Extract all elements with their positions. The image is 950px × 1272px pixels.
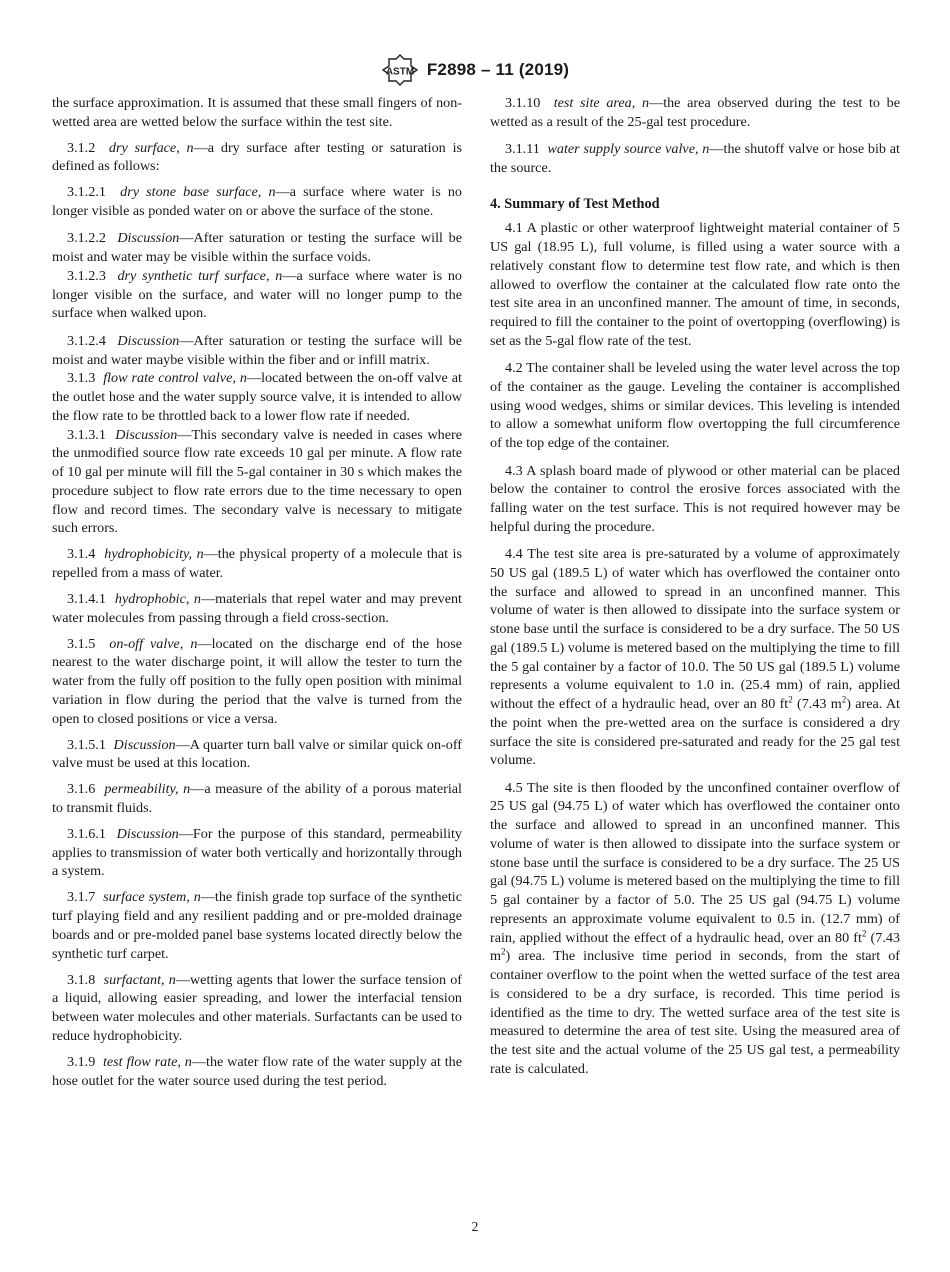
definition-3-1-4-1: 3.1.4.1 hydrophobic, n—materials that repel water and may prevent water molecules from passing through a field cross-section. [52,590,462,626]
svg-text:ASTM: ASTM [385,66,414,78]
paragraph-4-4: 4.4 The test site area is pre-saturated by a volume of approximately 50 US gal (189.5 L) of water which has overflowed the container onto the surface and allowed to spread in an unconfined manner. This volume of water is then allowed to dissipate into the surface system or stone base until the surface is considered to be a dry surface. The 50 US gal (189.5 L) volume is metered based on the multiplying the time to fill the 5 gal container by a factor of 10.0. The 50 US gal (189.5 L) volume represents a volume equivalent to 1.0 in. (25.4 mm) of rain, applied without the effect of a hydraulic head, over an 80 $ft^2$ (7.43 $m^2$) area. At the point when the pre-wetted area on the surface is considered a dry surface the site is considered pre-saturated and ready for the 25 gal test volume. [490,546,901,769]
paragraph-4-2: 4.2 The container shall be leveled using the water level across the top of the container as the gauge. Leveling the container is accomplished using wood wedges, shims or similar devices. This leveling is intended to allow a somewhat uniform flow overtopping the full circumference of the top edge of the container. [490,360,901,452]
discussion-3-1-2-4: 3.1.2.4 Discussion—After saturation or testing the surface will be moist and water maybe visible within the fiber and or infill matrix. [52,332,462,368]
left-column [52,94,462,1090]
definition-3-1-9: 3.1.9 test flow rate, n—the water flow rate of the water supply at the hose outlet for the water source used during the test period. [52,1053,462,1089]
definition-3-1-10: 3.1.10 test site area, n—the area observed during the test to be wetted as a result of the 25-gal test procedure. [490,95,900,130]
astm-logo-icon [381,54,419,86]
discussion-3-1-5-1: 3.1.5.1 Discussion—A quarter turn ball valve or similar quick on-off valve must be used at this location. [52,736,462,772]
definition-3-1-2-1: 3.1.2.1 dry stone base surface, n—a surface where water is no longer visible as ponded water on or above the surface of the stone. [52,184,462,220]
discussion-3-1-3-1: 3.1.3.1 Discussion—This secondary valve is needed in cases where the unmodified source flow rate exceeds 10 gal per minute. A flow rate of 10 gal per minute will fill the 5-gal container in 30 s which makes the procedure subject to flow rate errors due to the time necessary to open flow and record times. The secondary valve is necessary to mitigate such errors. [52,426,462,537]
paragraph-4-1: 4.1 A plastic or other waterproof lightweight material container of 5 US gal (18.95 L), full volume, is filled using a water source with a relatively constant flow to determine test flow rate, and which is then allowed to overflow the container at the calculated flow rate onto the test site area in an unconfined manner. The amount of time, in seconds, required to fill the container to the point of overtopping (overflowing) is set as the 5-gal flow rate of the test. [490,220,900,349]
definition-3-1-11: 3.1.11 water supply source valve, n—the shutoff valve or hose bib at the source. [490,141,900,176]
definition-3-1-4: 3.1.4 hydrophobicity, n—the physical property of a molecule that is repelled from a mass of water. [52,546,462,581]
section-heading: 4. Summary of Test Method [490,195,660,212]
paragraph-4-3: 4.3 A splash board made of plywood or other material can be placed below the container to control the erosive forces associated with the falling water on the test surface. This is not required however may be helpful during the procedure. [490,462,900,535]
page-number: 2 [471,1219,479,1234]
definition-3-1-2-3: 3.1.2.3 dry synthetic turf surface, n—a surface where water is no longer visible on the surface, and water will no longer pump to the surface when walked upon. [52,267,462,322]
definition-3-1-6: 3.1.6 permeability, n—a measure of the ability of a porous material to transmit fluids. [52,781,462,816]
standard-designation: F2898 – 11 (2019) [426,60,570,79]
definition-3-1-2: 3.1.2 dry surface, n—a dry surface after testing or saturation is defined as follows: [52,139,462,175]
page-header [0,52,950,88]
paragraph-4-5: 4.5 The site is then flooded by the unconfined container overflow of 25 US gal (94.75 L) of water which has overflowed the container onto the surface and allowed to spread in an unconfined manner. This volume of water is then allowed to dissipate into the surface system or stone base until the surface is considered to be a dry surface. The 25 US gal (94.75 L) volume is metered based on the multiplying the time to fill 5 gal container by a factor of 5.0. The 25 US gal (94.75 L) volume represents an approximate volume equivalent to 0.5 in. (12.7 mm) of rain, applied without the effect of a hydraulic head, over an 80 $ft^2$ (7.43 $m^2$) area. The inclusive time period in seconds, from the start of container overflow to the point when the wetted surface of the test area is considered to be a dry surface, is recorded. This time period is identified as the time to dry. The wetted surface area of the test site is measured to determine the area of test site. Using the measured area of the test site and the actual volume of the 25 US gal test, a permeability rate is calculated. [490,779,900,1077]
definition-3-1-8: 3.1.8 surfactant, n—wetting agents that lower the surface tension of a liquid, allowing easier spreading, and lower the interfacial tension between water molecules and other materials. Surfactants can be used to reduce hydrophobicity. [52,971,462,1044]
right-column [490,94,900,1079]
discussion-3-1-6-1: 3.1.6.1 Discussion—For the purpose of this standard, permeability applies to transmission of water both vertically and horizontally through a system. [52,825,462,880]
continued-paragraph: the surface approximation. It is assumed that these small fingers of non-wetted area are wetted below the surface within the test site. [52,95,462,130]
definition-3-1-3: 3.1.3 flow rate control valve, n—located between the on-off valve at the outlet hose and the water supply source valve, it is intended to allow the flow rate to be throttled back to a lower flow rate if needed. [52,370,462,424]
discussion-3-1-2-2: 3.1.2.2 Discussion—After saturation or testing the surface will be moist and water may be visible within the surface voids. [52,230,462,266]
definition-3-1-5: 3.1.5 on-off valve, n—located on the discharge end of the hose nearest to the water discharge point, it will allow the tester to turn the water from the fully off position to the fully open position with minimal variation in flow during the period that the valve is turned from the open to closed positions or vice a versa. [52,635,463,727]
definition-3-1-7: 3.1.7 surface system, n—the finish grade top surface of the synthetic turf playing field and any resilient padding and or pre-molded drainage boards and or pre-molded panel base systems located directly below the synthetic turf carpet. [52,889,462,962]
